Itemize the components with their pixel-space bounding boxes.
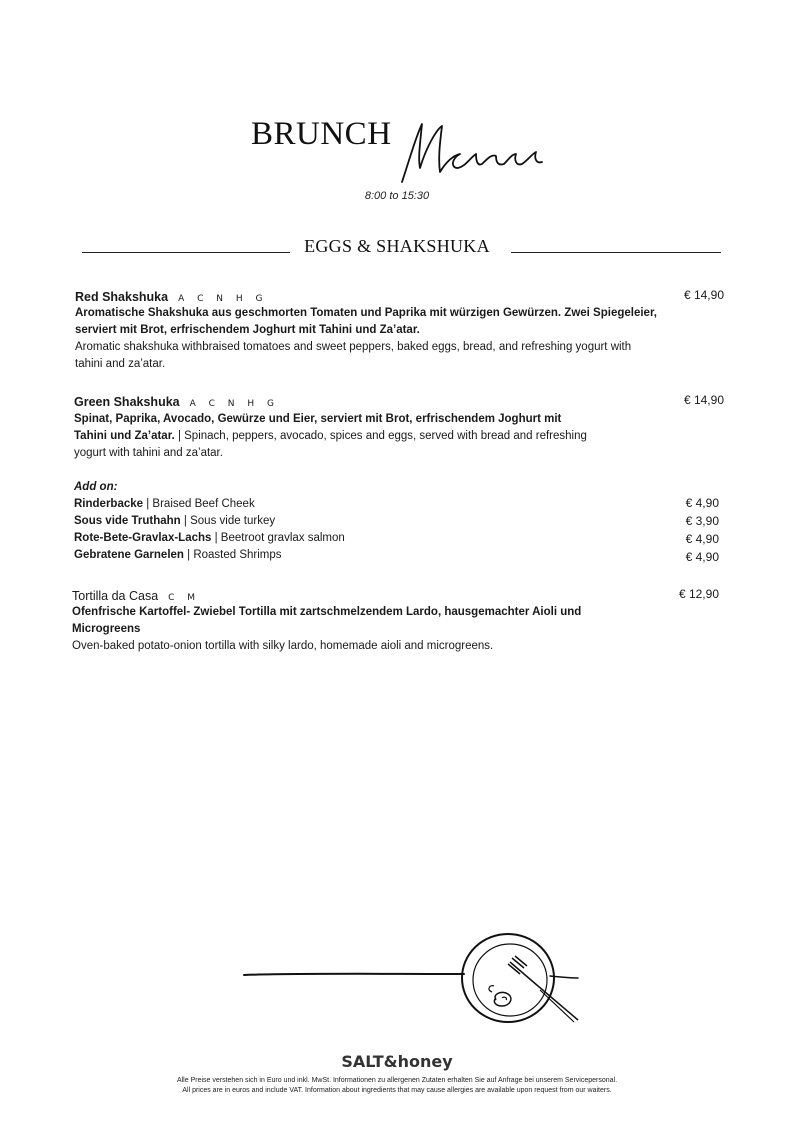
addon-price: € 4,90 — [685, 550, 719, 564]
addon-name-en: | Beetroot gravlax salmon — [214, 532, 345, 544]
addons-prices — [639, 494, 719, 566]
addon-name-de: Rinderbacke — [74, 498, 144, 510]
section-title: EGGS & SHAKSHUKA — [304, 236, 490, 256]
section-rule-right — [511, 252, 721, 253]
desc-de: Spinat, Paprika, Avocado, Gewürze und Eier, serviert mit Brot, erfrischendem Joghurt mit — [74, 413, 562, 425]
desc-de: serviert mit Brot, erfrischendem Joghurt mit Tahini und Za’atar. — [75, 324, 420, 336]
addon-name-en: | Sous vide turkey — [183, 515, 276, 527]
menu-title-brunch: BRUNCH — [251, 116, 392, 152]
desc-en: Aromatic shakshuka withbraised tomatoes and sweet peppers, baked eggs, bread, and refreshing yogurt with — [75, 341, 632, 353]
desc-en: tahini and za’atar. — [75, 358, 166, 370]
addon-row — [74, 496, 724, 513]
addon-name-de: Rote-Bete-Gravlax-Lachs — [74, 532, 212, 544]
addons-list — [74, 496, 724, 564]
addon-price: € 4,90 — [685, 532, 719, 546]
addon-row — [74, 513, 724, 530]
item-red-shakshuka — [75, 288, 267, 306]
item-name: Tortilla da Casa — [72, 589, 159, 603]
item-green-shakshuka — [74, 393, 279, 411]
allergen-codes: A C N H G — [189, 399, 279, 409]
footer-note-de: Alle Preise verstehen sich in Euro und inkl. MwSt. Informationen zu allergenen Zutaten erhalten Sie auf Anfrage bei unserem Servicepersonal. — [176, 1077, 618, 1084]
item-price: € 12,90 — [678, 587, 719, 601]
desc-de: Ofenfrische Kartoffel- Zwiebel Tortilla mit zartschmelzendem Lardo, hausgemachter Aioli und — [72, 606, 582, 618]
desc-en: | Spinach, peppers, avocado, spices and eggs, served with bread and refreshing — [177, 430, 587, 442]
allergen-codes: C M — [168, 593, 201, 603]
addon-name-en: | Braised Beef Cheek — [146, 498, 255, 510]
allergen-codes: A C N H G — [178, 294, 268, 304]
item-price: € 14,90 — [683, 393, 724, 407]
desc-de: Microgreens — [72, 623, 141, 635]
desc-en: Oven-baked potato-onion tortilla with silky lardo, homemade aioli and microgreens. — [72, 640, 494, 652]
addon-price: € 3,90 — [685, 514, 719, 528]
opening-hours: 8:00 to 15:30 — [364, 190, 430, 202]
addon-name-en: | Roasted Shrimps — [187, 549, 282, 561]
item-name: Red Shakshuka — [75, 290, 169, 304]
item-description — [72, 604, 672, 655]
addon-row — [74, 530, 724, 547]
plate-illustration — [240, 928, 590, 1033]
item-description — [75, 305, 675, 373]
addon-name-de: Gebratene Garnelen — [74, 549, 184, 561]
brand-logo: SALT&honey — [341, 1052, 453, 1071]
item-description — [74, 411, 674, 462]
desc-de: Aromatische Shakshuka aus geschmorten Tomaten und Paprika mit würzigen Gewürzen. Zwei Spiegeleier, — [75, 307, 657, 319]
addon-row — [74, 547, 724, 564]
footer-note-en: All prices are in euros and include VAT. Information about ingredients that may cause allergies are available upon request from our waiters. — [182, 1087, 612, 1094]
menu-script-title — [396, 118, 546, 188]
item-name: Green Shakshuka — [74, 395, 180, 409]
desc-de: Tahini und Za’atar. — [74, 430, 175, 442]
addons-heading: Add on: — [74, 481, 118, 493]
desc-en: yogurt with tahini and za’atar. — [74, 447, 223, 459]
addon-name-de: Sous vide Truthahn — [74, 515, 181, 527]
item-price: € 14,90 — [683, 288, 724, 302]
addon-price: € 4,90 — [685, 496, 719, 510]
item-tortilla-da-casa — [72, 587, 200, 605]
